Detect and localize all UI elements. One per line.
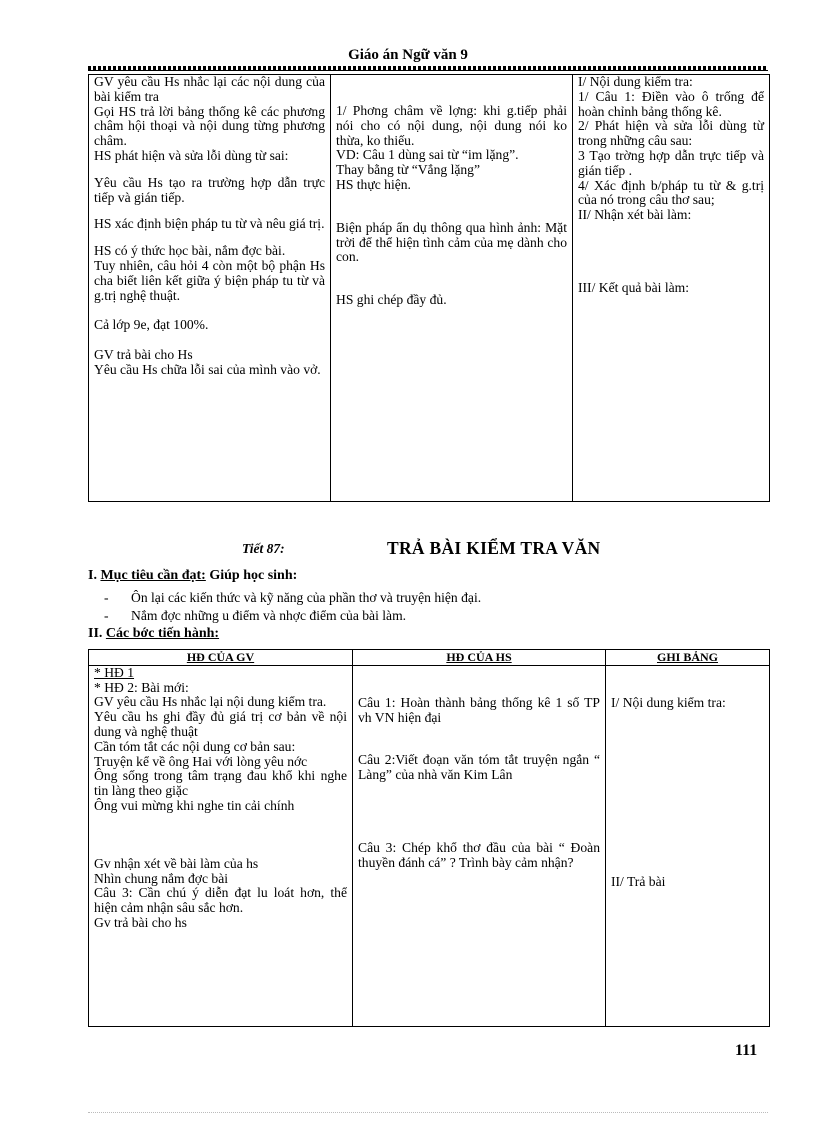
- section-number: I.: [88, 568, 97, 583]
- page-number: 111: [735, 1042, 758, 1059]
- paragraph: Gọi HS trả lời bảng thống kê các phương châm hội thoại và nội dung từng phương châm.: [94, 103, 325, 149]
- paragraph: * HĐ 1: [94, 664, 135, 680]
- paragraph: 3 Tạo trờng hợp dẫn trực tiếp và gián tiếp .: [578, 147, 764, 178]
- paragraph: 1/ Phơng châm về lợng: khi g.tiếp phải nói cho có nội dung, nội dung nói ko thừa, ko thiếu.: [336, 103, 567, 148]
- paragraph: Tuy nhiên, câu hỏi 4 còn một bộ phận Hs cha biết liên kết giữa ý biện pháp tu từ và g.trị nghệ thuật.: [94, 257, 325, 303]
- teacher-activity-cell: [89, 75, 331, 502]
- section-title: Mục tiêu cần đạt:: [100, 568, 206, 583]
- paragraph: II/ Trả bài: [611, 873, 666, 889]
- column-header: GHI BẢNG: [606, 650, 770, 666]
- paragraph: 4/ Xác định b/pháp tu từ & g.trị của nó trong câu thơ sau;: [578, 177, 764, 208]
- list-item-text: Ôn lại các kiến thức và kỹ năng của phần thơ và truyện hiện đại.: [131, 590, 482, 605]
- paragraph: Truyện kể về ông Hai với lòng yêu nớc: [94, 753, 308, 769]
- header-divider: [88, 66, 768, 71]
- paragraph: Yêu cầu hs ghi đầy đủ giá trị cơ bản về nội dung và nghệ thuật: [94, 709, 347, 739]
- paragraph: Ông vui mừng khi nghe tin cải chính: [94, 797, 295, 813]
- paragraph: VD: Câu 1 dùng sai từ “im lặng”.: [336, 147, 519, 163]
- column-header: HĐ CỦA HS: [353, 650, 606, 666]
- paragraph: Câu 3: Chép khổ thơ đầu của bài “ Đoàn thuyền đánh cá” ? Trình bày cảm nhận?: [358, 839, 600, 870]
- section-title: Các bớc tiến hành:: [105, 626, 220, 641]
- paragraph: II/ Nhận xét bài làm:: [578, 207, 692, 223]
- lesson-steps-table: [88, 649, 770, 1027]
- paragraph: Gv trả bài cho hs: [94, 914, 187, 930]
- paragraph: Nhìn chung nắm đợc bài: [94, 870, 229, 886]
- teacher-activity-cell: [89, 665, 353, 1026]
- student-activity-cell: [331, 75, 573, 502]
- paragraph: I/ Nội dung kiểm tra:: [611, 694, 726, 710]
- section-number: II.: [88, 626, 103, 641]
- paragraph: Câu 1: Hoàn thành bảng thống kê 1 số TP vh VN hiện đại: [358, 694, 600, 725]
- lesson-label: Tiết 87:: [242, 541, 285, 556]
- list-item-text: Nắm đợc những u điểm và nhợc điểm của bài làm.: [131, 608, 407, 623]
- paragraph: GV yêu cầu Hs nhắc lại các nội dung của bài kiểm tra: [94, 74, 325, 104]
- paragraph: HS phát hiện và sửa lỗi dùng từ sai:: [94, 147, 289, 163]
- paragraph: Yêu cầu Hs tạo ra trường hợp dẫn trực tiếp và gián tiếp.: [94, 174, 325, 205]
- paragraph: Câu 2:Viết đoạn văn tóm tắt truyện ngắn “ Làng” của nhà văn Kim Lân: [358, 752, 600, 783]
- board-notes-cell: [573, 75, 770, 502]
- paragraph: Ông sống trong tâm trạng đau khổ khi nghe tin làng theo giặc: [94, 768, 347, 799]
- student-activity-cell: [353, 665, 606, 1026]
- paragraph: GV trả bài cho Hs: [94, 347, 193, 363]
- column-header: HĐ CỦA GV: [89, 650, 353, 666]
- paragraph: HS có ý thức học bài, nắm đợc bài.: [94, 243, 286, 259]
- list-item: - Ôn lại các kiến thức và kỹ năng của phần thơ và truyện hiện đại.: [104, 590, 482, 605]
- board-notes-cell: [606, 665, 770, 1026]
- page-header-title: Giáo án Ngữ văn 9: [348, 47, 468, 63]
- section-subtitle: Giúp học sinh:: [209, 568, 298, 583]
- lesson-title: TRẢ BÀI KIỂM TRA VĂN: [387, 538, 601, 558]
- paragraph: HS ghi chép đầy đủ.: [336, 292, 447, 308]
- paragraph: Câu 3: Cần chú ý diễn đạt lu loát hơn, thể hiện cảm nhận sâu sắc hơn.: [94, 885, 347, 916]
- paragraph: Gv nhận xét về bài làm của hs: [94, 855, 259, 871]
- paragraph: * HĐ 2: Bài mới:: [94, 679, 189, 695]
- paragraph: 2/ Phát hiện và sửa lỗi dùng từ trong những câu sau:: [578, 118, 764, 149]
- section-objectives-heading: [88, 568, 297, 584]
- paragraph: 1/ Câu 1: Điền vào ô trống để hoàn chỉnh bảng thống kê.: [578, 88, 764, 119]
- paragraph: III/ Kết quả bài làm:: [578, 279, 689, 295]
- paragraph: Thay bằng từ “Vắng lặng”: [336, 162, 481, 178]
- paragraph: GV yêu cầu Hs nhắc lại nội dung kiểm tra.: [94, 694, 327, 710]
- review-table-top: [88, 74, 770, 502]
- paragraph: Cần tóm tắt các nội dung cơ bản sau:: [94, 738, 296, 754]
- paragraph: Biện pháp ẩn dụ thông qua hình ảnh: Mặt trời để thể hiện tình cảm của mẹ dành cho con.: [336, 219, 567, 265]
- section-steps-heading: [88, 626, 219, 642]
- list-item: - Nắm đợc những u điểm và nhợc điểm của bài làm.: [104, 608, 407, 623]
- footer-divider: [88, 1112, 768, 1113]
- paragraph: HS xác định biện pháp tu từ và nêu giá trị.: [94, 216, 325, 232]
- paragraph: HS thực hiện.: [336, 176, 411, 192]
- paragraph: Cả lớp 9e, đạt 100%.: [94, 317, 209, 333]
- paragraph: I/ Nội dung kiểm tra:: [578, 74, 693, 89]
- paragraph: Yêu cầu Hs chữa lỗi sai của mình vào vở.: [94, 361, 321, 377]
